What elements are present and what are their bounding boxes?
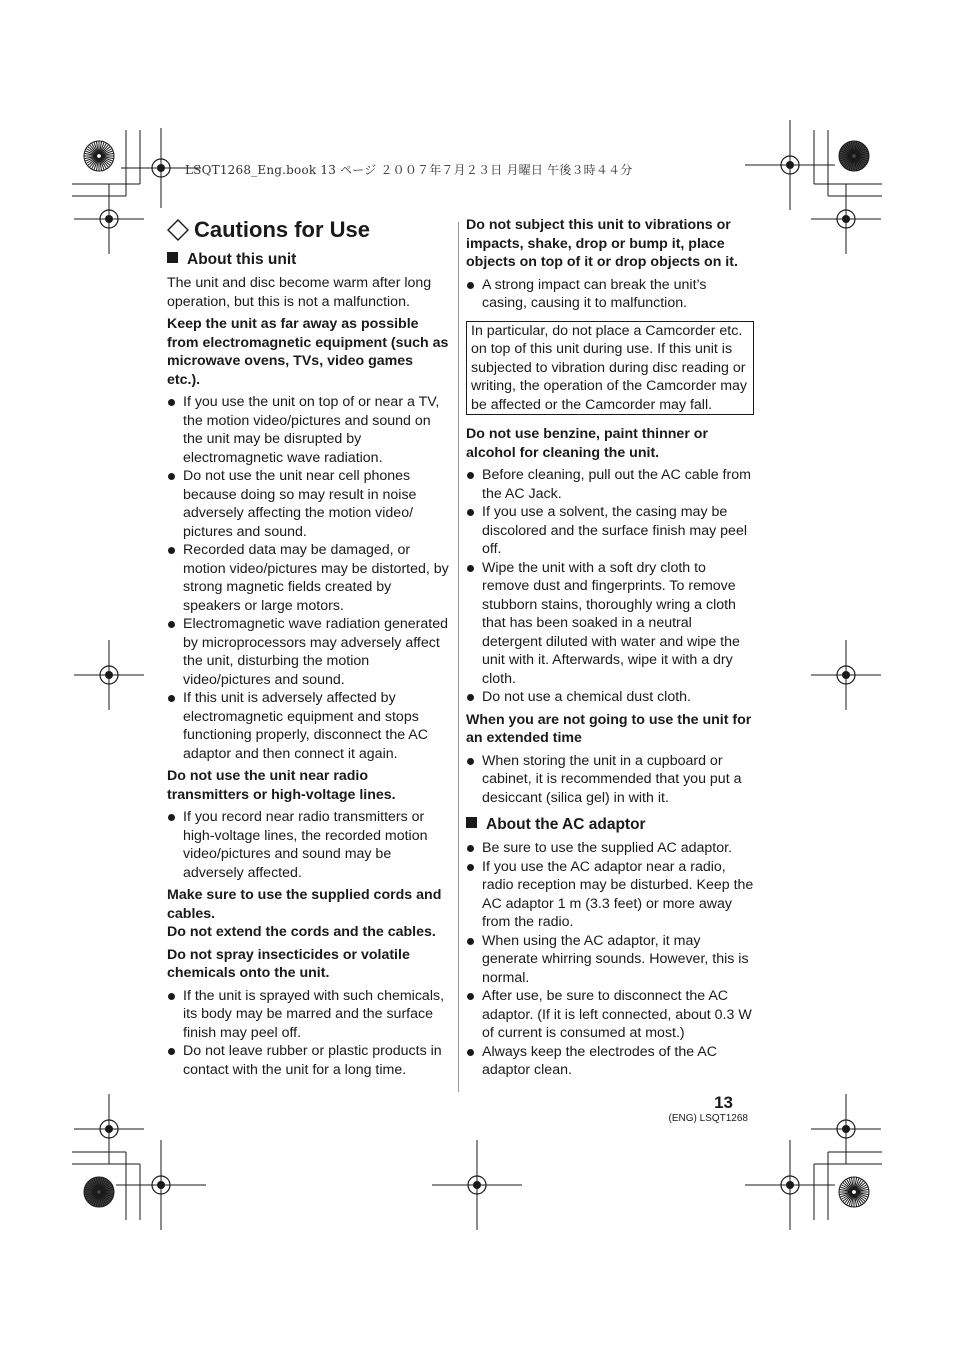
registration-target-dot xyxy=(842,671,850,679)
registration-target-dot xyxy=(786,1181,794,1189)
bullet-item: Do not use the unit near cell phones because doing so may result in noise adversely affecting the motion video/ pictures and sound. xyxy=(167,467,449,541)
bullet-list xyxy=(466,752,754,808)
bullet-item: After use, be sure to disconnect the AC adaptor. (If it is left connected, about 0.3 W of current is consumed at most.) xyxy=(466,987,754,1043)
registration-target-dot xyxy=(473,1181,481,1189)
warning-radio: Do not use the unit near radio transmitters or high-voltage lines. xyxy=(167,768,396,803)
bullet-list xyxy=(466,466,754,707)
bullet-dot-icon xyxy=(467,282,474,289)
bullet-item: A strong impact can break the unit’s casing, causing it to malfunction. xyxy=(466,276,754,313)
bullet-dot-icon xyxy=(168,547,175,554)
column-divider xyxy=(458,222,459,1092)
registration-target-dot xyxy=(157,164,165,172)
registration-target-dot xyxy=(786,161,794,169)
bullet-list xyxy=(167,393,449,763)
diamond-outline-icon xyxy=(167,219,189,241)
bullet-list xyxy=(167,987,449,1080)
bullet-dot-icon xyxy=(467,758,474,765)
print-header: LSQT1268_Eng.book 13 ページ ２００７年７月２３日 月曜日 午後３時４４分 xyxy=(185,163,633,177)
registration-target-dot xyxy=(842,215,850,223)
bullet-list xyxy=(167,808,449,882)
warning-vibrations: Do not subject this unit to vibrations or impacts, shake, drop or bump it, place objects on top of it or drop objects on it. xyxy=(466,217,738,270)
bullet-dot-icon xyxy=(168,473,175,480)
registration-target-dot xyxy=(105,215,113,223)
bullet-dot-icon xyxy=(168,399,175,406)
bullet-dot-icon xyxy=(168,1048,175,1055)
black-square-icon xyxy=(466,817,477,828)
bullet-item: If you record near radio transmitters or high-voltage lines, the recorded motion video/pictures and sound may be adversely affected. xyxy=(167,808,449,882)
bullet-item: If you use the unit on top of or near a TV, the motion video/pictures and sound on the unit may be disrupted by electromagnetic wave radiation. xyxy=(167,393,449,467)
note-box: In particular, do not place a Camcorder etc. on top of this unit during use. If this unit is subjected to vibration during disc reading or writing, the operation of the Camcorder may be affected or the Camcorder may fall. xyxy=(466,321,754,416)
registration-target-dot xyxy=(105,1125,113,1133)
bullet-item: Always keep the electrodes of the AC adaptor clean. xyxy=(466,1043,754,1080)
bullet-dot-icon xyxy=(168,993,175,1000)
black-square-icon xyxy=(167,252,178,263)
bullet-item: When using the AC adaptor, it may generate whirring sounds. However, this is normal. xyxy=(466,932,754,988)
page-title xyxy=(167,216,449,244)
subheading-about-unit: About this unit xyxy=(167,250,449,270)
bullet-dot-icon xyxy=(467,993,474,1000)
page-number: 13 xyxy=(714,1093,733,1112)
bullet-item: Be sure to use the supplied AC adaptor. xyxy=(466,839,754,858)
warning-cords: Make sure to use the supplied cords and cables. xyxy=(167,887,442,922)
registration-target-dot xyxy=(157,1181,165,1189)
bullet-item: If the unit is sprayed with such chemicals, its body may be marred and the surface finish may peel off. xyxy=(167,987,449,1043)
bullet-dot-icon xyxy=(168,621,175,628)
subheading-ac-adaptor: About the AC adaptor xyxy=(466,815,754,835)
bullet-item: Recorded data may be damaged, or motion video/pictures may be distorted, by strong magnetic fields created by speakers or large motors. xyxy=(167,541,449,615)
bullet-item: If you use the AC adaptor near a radio, radio reception may be disturbed. Keep the AC adaptor 1 m (3.3 feet) or more away from the radio. xyxy=(466,858,754,932)
bullet-dot-icon xyxy=(168,695,175,702)
document-code: (ENG) LSQT1268 xyxy=(668,1113,748,1124)
registration-target-dot xyxy=(105,671,113,679)
page-title-text: Cautions for Use xyxy=(194,217,371,242)
warning-extended-time: When you are not going to use the unit for an extended time xyxy=(466,711,752,746)
right-column xyxy=(466,216,754,1084)
bullet-item: Before cleaning, pull out the AC cable from the AC Jack. xyxy=(466,466,754,503)
bullet-dot-icon xyxy=(467,565,474,572)
warning-extend: Do not extend the cords and the cables. xyxy=(167,924,436,940)
warning-insecticides: Do not spray insecticides or volatile chemicals onto the unit. xyxy=(167,946,410,981)
registration-target-dot xyxy=(842,1125,850,1133)
left-column xyxy=(167,216,449,1083)
bullet-item: If this unit is adversely affected by electromagnetic equipment and stops functioning properly, disconnect the AC adaptor and then connect it again. xyxy=(167,689,449,763)
bullet-dot-icon xyxy=(467,1049,474,1056)
bullet-dot-icon xyxy=(168,814,175,821)
bullet-dot-icon xyxy=(467,509,474,516)
bullet-list xyxy=(466,839,754,1080)
bullet-dot-icon xyxy=(467,472,474,479)
intro-text: The unit and disc become warm after long operation, but this is not a malfunction. xyxy=(167,275,432,310)
bullet-item: Do not leave rubber or plastic products in contact with the unit for a long time. xyxy=(167,1042,449,1079)
bullet-item: Wipe the unit with a soft dry cloth to remove dust and fingerprints. To remove stubborn stains, thoroughly wring a cloth that has been soaked in a neutral detergent diluted with water and wipe the unit with it. Afterwards, wipe it with a dry cloth. xyxy=(466,559,754,689)
bullet-list xyxy=(466,276,754,313)
bullet-item: When storing the unit in a cupboard or cabinet, it is recommended that you put a desiccant (silica gel) in with it. xyxy=(466,752,754,808)
bullet-item: Electromagnetic wave radiation generated by microprocessors may adversely affect the unit, disturbing the motion video/pictures and sound. xyxy=(167,615,449,689)
bullet-item: If you use a solvent, the casing may be discolored and the surface finish may peel off. xyxy=(466,503,754,559)
warning-electromagnetic: Keep the unit as far away as possible from electromagnetic equipment (such as microwave ovens, TVs, video games etc.). xyxy=(167,316,449,388)
bullet-item: Do not use a chemical dust cloth. xyxy=(466,688,754,707)
bullet-dot-icon xyxy=(467,938,474,945)
bullet-dot-icon xyxy=(467,845,474,852)
warning-benzine: Do not use benzine, paint thinner or alcohol for cleaning the unit. xyxy=(466,426,708,461)
bullet-dot-icon xyxy=(467,694,474,701)
bullet-dot-icon xyxy=(467,864,474,871)
